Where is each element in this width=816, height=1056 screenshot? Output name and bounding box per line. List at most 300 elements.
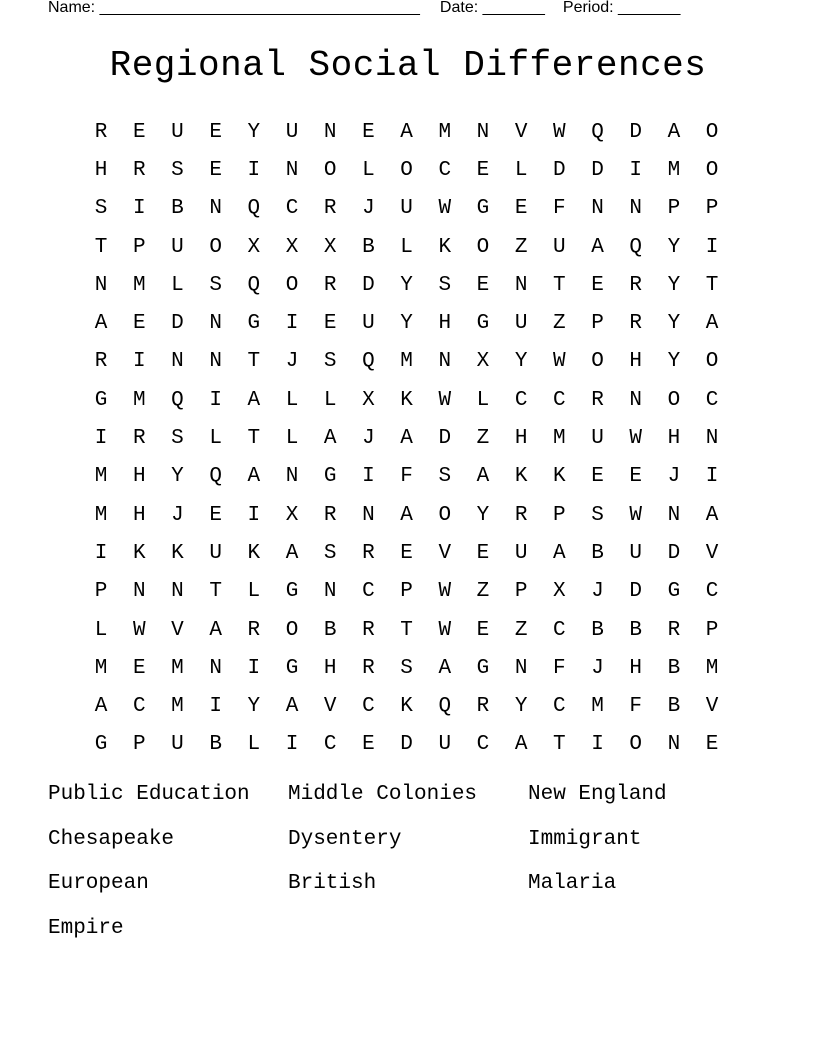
grid-letter: C <box>553 388 566 412</box>
grid-letter: O <box>705 158 719 182</box>
grid-letter: Z <box>514 235 528 259</box>
grid-letter: R <box>323 503 337 527</box>
word-bank <box>48 778 768 957</box>
grid-letter: I <box>705 465 719 489</box>
grid-letter: L <box>94 618 108 642</box>
grid-letter: B <box>171 197 184 221</box>
grid-letter: P <box>667 197 681 221</box>
grid-letter: M <box>132 273 146 297</box>
grid-letter: X <box>247 235 261 259</box>
grid-letter: S <box>94 197 108 221</box>
grid-letter: M <box>94 656 108 680</box>
grid-letter: L <box>247 580 261 604</box>
grid-letter: C <box>553 618 566 642</box>
grid-letter: U <box>553 235 566 259</box>
grid-letter: C <box>132 695 146 719</box>
grid-letter: Y <box>247 120 261 144</box>
grid-letter: L <box>171 273 184 297</box>
grid-letter: A <box>247 388 261 412</box>
grid-letter: L <box>514 158 528 182</box>
grid-letter: C <box>705 388 719 412</box>
grid-letter: G <box>323 465 337 489</box>
grid-letter: N <box>323 120 337 144</box>
grid-row <box>82 190 731 228</box>
grid-letter: M <box>438 120 452 144</box>
grid-letter: N <box>667 733 681 757</box>
grid-letter: A <box>209 618 222 642</box>
grid-letter: T <box>247 427 261 451</box>
grid-letter: W <box>438 580 452 604</box>
word-bank-item: British <box>288 872 377 896</box>
grid-row <box>82 611 731 649</box>
grid-letter: N <box>362 503 375 527</box>
grid-letter: A <box>438 656 452 680</box>
grid-row <box>82 458 731 496</box>
grid-letter: R <box>629 273 643 297</box>
grid-letter: I <box>94 427 108 451</box>
grid-letter: N <box>667 503 681 527</box>
grid-letter: O <box>285 618 299 642</box>
grid-letter: M <box>132 388 146 412</box>
grid-letter: R <box>476 695 490 719</box>
grid-letter: H <box>132 465 146 489</box>
grid-letter: Q <box>247 273 261 297</box>
grid-letter: S <box>591 503 604 527</box>
grid-letter: X <box>553 580 566 604</box>
grid-letter: C <box>553 695 566 719</box>
grid-letter: H <box>514 427 528 451</box>
grid-letter: B <box>591 618 604 642</box>
grid-letter: N <box>323 580 337 604</box>
grid-row <box>82 687 731 725</box>
grid-letter: C <box>476 733 490 757</box>
grid-letter: E <box>476 273 490 297</box>
grid-letter: S <box>171 158 184 182</box>
grid-letter: A <box>400 120 413 144</box>
grid-row <box>82 573 731 611</box>
grid-letter: I <box>285 312 299 336</box>
grid-letter: S <box>323 350 337 374</box>
date-field: Date: _______ <box>439 0 545 16</box>
grid-letter: A <box>705 312 719 336</box>
grid-letter: A <box>667 120 681 144</box>
grid-letter: T <box>94 235 108 259</box>
grid-letter: U <box>285 120 299 144</box>
grid-letter: I <box>285 733 299 757</box>
grid-letter: E <box>209 503 222 527</box>
grid-letter: C <box>362 695 375 719</box>
grid-letter: H <box>438 312 452 336</box>
grid-letter: Y <box>247 695 261 719</box>
grid-letter: T <box>705 273 719 297</box>
grid-letter: Y <box>667 312 681 336</box>
grid-letter: R <box>132 427 146 451</box>
word-search-grid <box>82 113 731 764</box>
grid-letter: M <box>171 695 184 719</box>
grid-letter: H <box>94 158 108 182</box>
grid-letter: Q <box>209 465 222 489</box>
grid-letter: Q <box>591 120 604 144</box>
grid-row <box>82 228 731 266</box>
grid-letter: T <box>400 618 413 642</box>
grid-letter: K <box>247 541 261 565</box>
grid-row <box>82 113 731 151</box>
grid-letter: S <box>400 656 413 680</box>
grid-letter: M <box>94 465 108 489</box>
grid-letter: E <box>209 120 222 144</box>
grid-letter: N <box>705 427 719 451</box>
grid-letter: V <box>438 541 452 565</box>
grid-letter: N <box>94 273 108 297</box>
grid-letter: C <box>514 388 528 412</box>
grid-letter: V <box>171 618 184 642</box>
grid-letter: U <box>171 733 184 757</box>
grid-letter: Q <box>362 350 375 374</box>
grid-letter: D <box>629 580 643 604</box>
grid-letter: A <box>323 427 337 451</box>
grid-letter: A <box>553 541 566 565</box>
grid-letter: F <box>629 695 643 719</box>
grid-row <box>82 534 731 572</box>
grid-letter: G <box>94 388 108 412</box>
grid-letter: E <box>476 158 490 182</box>
grid-letter: X <box>323 235 337 259</box>
grid-letter: C <box>438 158 452 182</box>
grid-row <box>82 381 731 419</box>
grid-letter: O <box>629 733 643 757</box>
grid-letter: W <box>438 388 452 412</box>
grid-letter: R <box>629 312 643 336</box>
grid-letter: L <box>209 427 222 451</box>
grid-letter: K <box>553 465 566 489</box>
grid-letter: E <box>323 312 337 336</box>
grid-letter: E <box>209 158 222 182</box>
grid-row <box>82 151 731 189</box>
grid-letter: O <box>438 503 452 527</box>
grid-letter: G <box>476 197 490 221</box>
grid-letter: O <box>705 120 719 144</box>
grid-letter: D <box>171 312 184 336</box>
grid-letter: H <box>629 350 643 374</box>
grid-letter: Z <box>514 618 528 642</box>
grid-letter: M <box>94 503 108 527</box>
grid-letter: G <box>285 580 299 604</box>
grid-letter: B <box>209 733 222 757</box>
grid-letter: D <box>667 541 681 565</box>
grid-letter: N <box>629 388 643 412</box>
grid-letter: I <box>247 158 261 182</box>
grid-letter: W <box>629 503 643 527</box>
grid-letter: P <box>591 312 604 336</box>
grid-letter: A <box>514 733 528 757</box>
grid-letter: C <box>285 197 299 221</box>
word-bank-item: European <box>48 872 149 896</box>
grid-letter: H <box>323 656 337 680</box>
grid-letter: S <box>171 427 184 451</box>
grid-letter: Y <box>514 350 528 374</box>
grid-letter: R <box>514 503 528 527</box>
grid-letter: E <box>132 312 146 336</box>
grid-letter: G <box>667 580 681 604</box>
grid-letter: G <box>285 656 299 680</box>
grid-letter: N <box>285 465 299 489</box>
grid-letter: U <box>171 235 184 259</box>
grid-letter: N <box>514 656 528 680</box>
grid-letter: P <box>705 197 719 221</box>
grid-letter: S <box>323 541 337 565</box>
grid-letter: P <box>132 235 146 259</box>
grid-letter: I <box>591 733 604 757</box>
grid-letter: J <box>362 427 375 451</box>
grid-letter: A <box>285 541 299 565</box>
grid-letter: P <box>705 618 719 642</box>
grid-letter: V <box>323 695 337 719</box>
grid-letter: D <box>553 158 566 182</box>
grid-letter: J <box>591 656 604 680</box>
grid-letter: E <box>132 656 146 680</box>
grid-letter: J <box>362 197 375 221</box>
grid-letter: A <box>94 695 108 719</box>
grid-letter: E <box>476 618 490 642</box>
grid-letter: W <box>438 197 452 221</box>
grid-letter: U <box>209 541 222 565</box>
grid-letter: M <box>667 158 681 182</box>
grid-letter: S <box>438 465 452 489</box>
grid-letter: G <box>476 312 490 336</box>
grid-letter: I <box>209 388 222 412</box>
grid-letter: N <box>438 350 452 374</box>
grid-row <box>82 343 731 381</box>
grid-letter: L <box>285 388 299 412</box>
grid-letter: V <box>705 541 719 565</box>
grid-letter: B <box>629 618 643 642</box>
grid-letter: A <box>591 235 604 259</box>
grid-letter: Q <box>438 695 452 719</box>
grid-letter: Y <box>476 503 490 527</box>
grid-letter: O <box>285 273 299 297</box>
grid-letter: U <box>438 733 452 757</box>
grid-letter: B <box>667 656 681 680</box>
grid-letter: Q <box>171 388 184 412</box>
grid-letter: X <box>285 235 299 259</box>
grid-letter: B <box>323 618 337 642</box>
grid-letter: P <box>553 503 566 527</box>
grid-letter: W <box>438 618 452 642</box>
grid-letter: E <box>362 120 375 144</box>
grid-letter: M <box>591 695 604 719</box>
grid-letter: P <box>94 580 108 604</box>
grid-letter: J <box>171 503 184 527</box>
grid-letter: E <box>705 733 719 757</box>
grid-letter: N <box>514 273 528 297</box>
grid-letter: M <box>171 656 184 680</box>
grid-letter: R <box>362 618 375 642</box>
grid-letter: W <box>553 350 566 374</box>
grid-letter: Y <box>400 273 413 297</box>
grid-letter: O <box>667 388 681 412</box>
grid-letter: U <box>514 541 528 565</box>
grid-letter: W <box>553 120 566 144</box>
grid-letter: L <box>476 388 490 412</box>
grid-letter: I <box>705 235 719 259</box>
grid-letter: E <box>591 273 604 297</box>
grid-letter: F <box>553 197 566 221</box>
grid-letter: I <box>209 695 222 719</box>
grid-letter: X <box>362 388 375 412</box>
grid-letter: N <box>171 580 184 604</box>
word-bank-item: New England <box>528 783 667 806</box>
grid-letter: V <box>514 120 528 144</box>
grid-row <box>82 266 731 304</box>
grid-letter: T <box>553 733 566 757</box>
grid-letter: U <box>591 427 604 451</box>
grid-letter: F <box>400 465 413 489</box>
grid-letter: Y <box>514 695 528 719</box>
grid-letter: E <box>629 465 643 489</box>
grid-letter: X <box>476 350 490 374</box>
grid-letter: K <box>132 541 146 565</box>
grid-letter: P <box>132 733 146 757</box>
word-bank-item: Chesapeake <box>48 827 175 851</box>
grid-letter: D <box>362 273 375 297</box>
grid-letter: H <box>132 503 146 527</box>
grid-letter: A <box>94 312 108 336</box>
grid-letter: C <box>323 733 337 757</box>
grid-letter: K <box>514 465 528 489</box>
grid-letter: Z <box>553 312 566 336</box>
grid-letter: Y <box>400 312 413 336</box>
grid-letter: K <box>171 541 184 565</box>
period-field: Period: _______ <box>562 0 681 16</box>
grid-letter: Y <box>667 273 681 297</box>
grid-letter: Z <box>476 427 490 451</box>
grid-letter: B <box>591 541 604 565</box>
grid-letter: N <box>209 656 222 680</box>
grid-letter: L <box>400 235 413 259</box>
grid-letter: D <box>629 120 643 144</box>
grid-letter: T <box>553 273 566 297</box>
grid-letter: Y <box>667 350 681 374</box>
grid-letter: E <box>132 120 146 144</box>
grid-letter: P <box>514 580 528 604</box>
grid-letter: R <box>362 656 375 680</box>
grid-letter: I <box>247 503 261 527</box>
grid-letter: C <box>705 580 719 604</box>
grid-letter: H <box>667 427 681 451</box>
word-bank-item: Immigrant <box>528 827 642 851</box>
grid-letter: N <box>591 197 604 221</box>
grid-letter: I <box>629 158 643 182</box>
grid-letter: B <box>667 695 681 719</box>
grid-letter: N <box>476 120 490 144</box>
word-bank-item: Empire <box>48 917 124 941</box>
grid-letter: T <box>247 350 261 374</box>
grid-letter: M <box>705 656 719 680</box>
grid-letter: L <box>362 158 375 182</box>
grid-letter: L <box>323 388 337 412</box>
grid-letter: G <box>476 656 490 680</box>
grid-letter: N <box>209 350 222 374</box>
grid-letter: I <box>132 350 146 374</box>
grid-letter: O <box>476 235 490 259</box>
grid-letter: D <box>591 158 604 182</box>
grid-letter: Z <box>476 580 490 604</box>
grid-letter: R <box>362 541 375 565</box>
grid-letter: A <box>476 465 490 489</box>
grid-letter: I <box>247 656 261 680</box>
grid-letter: U <box>400 197 413 221</box>
grid-letter: G <box>247 312 261 336</box>
grid-letter: E <box>476 541 490 565</box>
grid-letter: E <box>591 465 604 489</box>
grid-letter: K <box>400 695 413 719</box>
grid-letter: U <box>362 312 375 336</box>
grid-letter: R <box>94 120 108 144</box>
student-info-line <box>48 0 680 19</box>
grid-letter: U <box>629 541 643 565</box>
grid-letter: N <box>629 197 643 221</box>
grid-letter: A <box>400 427 413 451</box>
grid-letter: A <box>285 695 299 719</box>
grid-letter: D <box>438 427 452 451</box>
grid-letter: T <box>209 580 222 604</box>
grid-letter: F <box>553 656 566 680</box>
grid-letter: R <box>247 618 261 642</box>
grid-letter: K <box>400 388 413 412</box>
grid-letter: Y <box>667 235 681 259</box>
grid-letter: I <box>132 197 146 221</box>
grid-letter: I <box>362 465 375 489</box>
grid-letter: M <box>400 350 413 374</box>
grid-letter: N <box>171 350 184 374</box>
grid-letter: J <box>285 350 299 374</box>
grid-letter: G <box>94 733 108 757</box>
grid-letter: A <box>247 465 261 489</box>
grid-letter: W <box>629 427 643 451</box>
grid-letter: Q <box>247 197 261 221</box>
grid-letter: I <box>94 541 108 565</box>
grid-letter: U <box>171 120 184 144</box>
grid-letter: E <box>514 197 528 221</box>
grid-letter: O <box>400 158 413 182</box>
grid-letter: E <box>400 541 413 565</box>
grid-letter: N <box>285 158 299 182</box>
grid-letter: B <box>362 235 375 259</box>
grid-letter: R <box>667 618 681 642</box>
word-bank-item: Public Education <box>48 783 250 806</box>
grid-letter: N <box>132 580 146 604</box>
grid-row <box>82 496 731 534</box>
grid-letter: N <box>209 197 222 221</box>
grid-letter: M <box>553 427 566 451</box>
word-bank-item: Malaria <box>528 872 617 896</box>
grid-letter: C <box>362 580 375 604</box>
grid-row <box>82 419 731 457</box>
grid-letter: E <box>362 733 375 757</box>
grid-letter: L <box>285 427 299 451</box>
word-bank-item: Dysentery <box>288 827 402 851</box>
grid-letter: D <box>400 733 413 757</box>
grid-letter: V <box>705 695 719 719</box>
grid-letter: R <box>591 388 604 412</box>
grid-letter: A <box>705 503 719 527</box>
grid-letter: S <box>209 273 222 297</box>
grid-letter: O <box>705 350 719 374</box>
grid-letter: O <box>323 158 337 182</box>
grid-letter: U <box>514 312 528 336</box>
grid-letter: K <box>438 235 452 259</box>
grid-letter: P <box>400 580 413 604</box>
